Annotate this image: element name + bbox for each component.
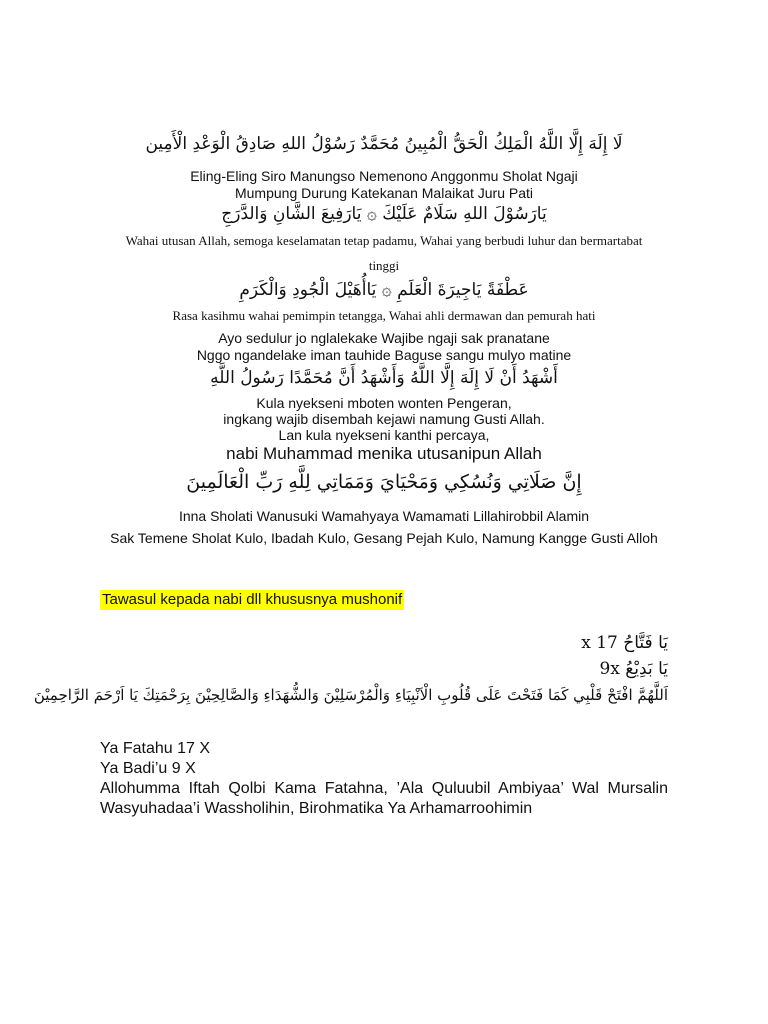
kula-line-4: nabi Muhammad menika utusanipun Allah bbox=[226, 444, 542, 463]
arabic-allahumma-iftah: اَللَّهُمَّ افْتَحْ قَلْبِي كَمَا فَتَحْتَ عَلَى قُلُوبِ الْاَنْبِيَاءِ وَالْمُرْسَلِيْنَ وَالشُّهَدَاءِ وَالصَّالِحِيْنَ بِرَحْمَتِكَ يَا اَرْحَمَ الرَّاحِمِيْنَ bbox=[33, 686, 668, 704]
arabic-yarasulallah: يَارَسُوْلَ اللهِ سَلَامٌ عَلَيْكَ ۞ يَارَفِيعَ الشَّانِ وَالدَّرَجِ bbox=[221, 204, 547, 224]
eling-line-2: Mumpung Durung Katekanan Malaikat Juru Pati bbox=[234, 185, 534, 201]
arabic-inna-sholati: إِنَّ صَلَاتِي وَنُسُكِي وَمَحْيَايَ وَمَمَاتِي لِلَّهِ رَبِّ الْعَالَمِينَ bbox=[186, 471, 582, 493]
arabic-ya-badi: يَا بَدِيْعُ 9x bbox=[599, 659, 668, 679]
arabic-syahadat: أَشْهَدُ أَنْ لَا إِلَهَ إِلَّا اللَّهُ وَأَشْهَدُ أَنَّ مُحَمَّدًا رَسُولُ اللَّهِ bbox=[210, 368, 558, 388]
ayo-line-2: Nggo ngandelake iman tauhide Baguse sangu mulyo matine bbox=[196, 347, 572, 363]
kula-line-2: ingkang wajib disembah kejawi namung Gusti Allah. bbox=[223, 411, 545, 427]
ya-fatahu-line: Ya Fatahu 17 X bbox=[100, 740, 210, 757]
kula-line-1: Kula nyekseni mboten wonten Pengeran, bbox=[256, 395, 512, 411]
eling-line-1: Eling-Eling Siro Manungso Nemenono Anggonmu Sholat Ngaji bbox=[190, 168, 578, 184]
arabic-ya-fattah: يَا فَتَّاحُ x 17 bbox=[581, 633, 668, 653]
wahai-line-2: tinggi bbox=[368, 258, 400, 273]
allohumma-latin-paragraph: Allohumma Iftah Qolbi Kama Fatahna, ’Ala Quluubil Ambiyaa’ Wal Mursalin Wasyuhadaa’i Wassholihin, Birohmatika Ya Arhamarroohimin bbox=[100, 780, 668, 817]
arabic-athfah: عَطْفَةً يَاجِيرَةَ الْعَلَمِ ۞ يَاأُهَيْلَ الْجُودِ وَالْكَرَمِ bbox=[239, 280, 529, 300]
ya-badiu-line: Ya Badi’u 9 X bbox=[100, 760, 196, 777]
ayo-line-1: Ayo sedulur jo nglalekake Wajibe ngaji sak pranatane bbox=[218, 330, 550, 346]
kula-line-3: Lan kula nyekseni kanthi percaya, bbox=[278, 427, 490, 443]
arabic-shahada-header: لَا إِلَهَ إِلَّا اللَّهُ الْمَلِكُ الْحَقُّ الْمُبِينُ مُحَمَّدٌ رَسُوْلُ اللهِ صَادِقُ الْوَعْدِ الْأَمِين bbox=[145, 134, 623, 154]
inna-sholati-latin: Inna Sholati Wanusuki Wamahyaya Wamamati Lillahirobbil Alamin bbox=[178, 508, 590, 524]
sak-temene-line: Sak Temene Sholat Kulo, Ibadah Kulo, Gesang Pejah Kulo, Namung Kangge Gusti Alloh bbox=[110, 530, 658, 546]
tawasul-heading: Tawasul kepada nabi dll khususnya mushonif bbox=[102, 591, 403, 608]
wahai-line-1: Wahai utusan Allah, semoga keselamatan tetap padamu, Wahai yang berbudi luhur dan bermartabat bbox=[125, 233, 643, 248]
rasa-line: Rasa kasihmu wahai pemimpin tetangga, Wahai ahli dermawan dan pemurah hati bbox=[172, 308, 596, 323]
